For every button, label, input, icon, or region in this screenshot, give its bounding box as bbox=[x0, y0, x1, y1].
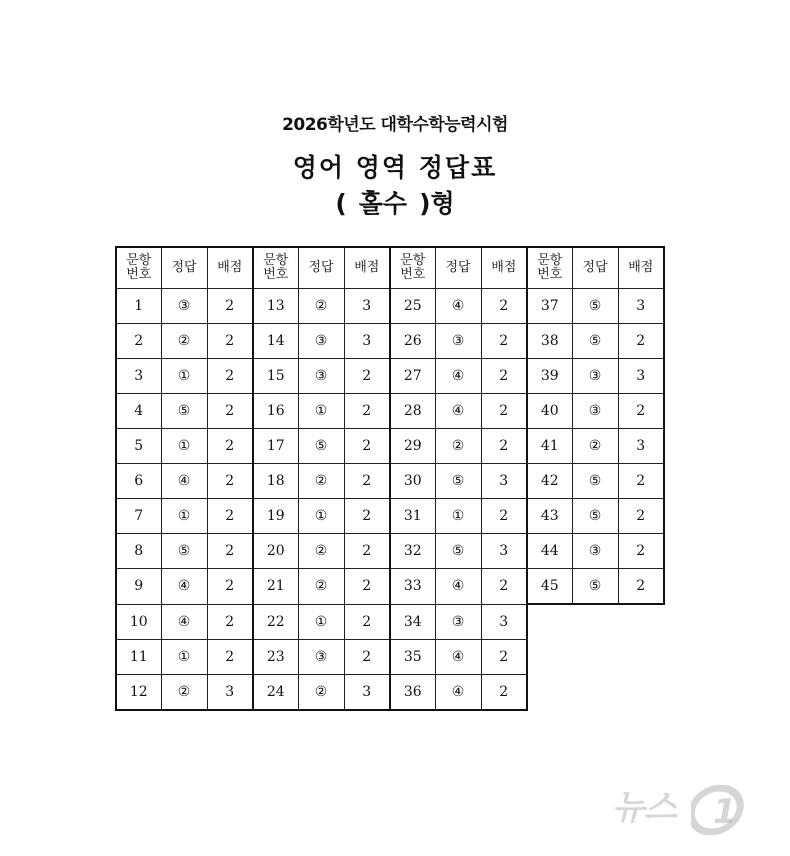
exam-type-name: 홀수 bbox=[358, 189, 408, 218]
column-header-answer: 정답 bbox=[572, 247, 618, 289]
points-value: 2 bbox=[344, 639, 390, 674]
points-value: 2 bbox=[344, 464, 390, 499]
points-value: 2 bbox=[618, 394, 664, 429]
question-number: 31 bbox=[390, 499, 435, 534]
news1-watermark bbox=[612, 780, 747, 835]
answer-choice: ④ bbox=[435, 289, 481, 324]
column-header-answer: 정답 bbox=[161, 247, 207, 289]
points-value: 2 bbox=[481, 359, 527, 394]
question-number: 29 bbox=[390, 429, 435, 464]
table-row bbox=[116, 464, 664, 499]
header-number-line2: 번호 bbox=[126, 267, 152, 282]
question-number: 39 bbox=[527, 359, 572, 394]
points-value: 3 bbox=[207, 674, 253, 710]
question-number: 2 bbox=[116, 324, 161, 359]
answer-choice: ① bbox=[435, 499, 481, 534]
question-number: 33 bbox=[390, 569, 435, 605]
points-value: 2 bbox=[618, 499, 664, 534]
question-number: 25 bbox=[390, 289, 435, 324]
points-value: 2 bbox=[207, 324, 253, 359]
answer-choice: ④ bbox=[161, 464, 207, 499]
answer-choice: ⑤ bbox=[572, 464, 618, 499]
points-value: 3 bbox=[618, 289, 664, 324]
empty-cell bbox=[618, 674, 664, 710]
question-number: 21 bbox=[253, 569, 298, 605]
table-row bbox=[116, 289, 664, 324]
answer-choice: ② bbox=[161, 674, 207, 710]
answer-choice: ② bbox=[298, 674, 344, 710]
column-header-points: 배점 bbox=[344, 247, 390, 289]
column-header-points: 배점 bbox=[481, 247, 527, 289]
question-number: 6 bbox=[116, 464, 161, 499]
answer-choice: ③ bbox=[298, 359, 344, 394]
empty-cell bbox=[527, 639, 572, 674]
column-header-points: 배점 bbox=[618, 247, 664, 289]
question-number: 43 bbox=[527, 499, 572, 534]
question-number: 36 bbox=[390, 674, 435, 710]
question-number: 44 bbox=[527, 534, 572, 569]
points-value: 2 bbox=[481, 324, 527, 359]
answer-key-title: 영어 영역 정답표 bbox=[292, 153, 498, 182]
table-row bbox=[116, 604, 664, 639]
question-number: 17 bbox=[253, 429, 298, 464]
points-value: 2 bbox=[207, 534, 253, 569]
empty-cell bbox=[572, 604, 618, 639]
answer-choice: ② bbox=[298, 534, 344, 569]
question-number: 10 bbox=[116, 604, 161, 639]
points-value: 2 bbox=[344, 429, 390, 464]
answer-choice: ① bbox=[298, 604, 344, 639]
column-header-number bbox=[253, 247, 298, 289]
svg-text:1: 1 bbox=[712, 791, 736, 832]
points-value: 3 bbox=[481, 464, 527, 499]
answer-choice: ⑤ bbox=[161, 394, 207, 429]
question-number: 30 bbox=[390, 464, 435, 499]
header-number-line1: 문항 bbox=[263, 253, 289, 268]
question-number: 35 bbox=[390, 639, 435, 674]
table-row bbox=[116, 429, 664, 464]
question-number: 32 bbox=[390, 534, 435, 569]
points-value: 3 bbox=[344, 289, 390, 324]
header-number-line2: 번호 bbox=[263, 267, 289, 282]
points-value: 3 bbox=[344, 674, 390, 710]
answer-choice: ① bbox=[161, 499, 207, 534]
answer-choice: ③ bbox=[572, 534, 618, 569]
points-value: 2 bbox=[481, 289, 527, 324]
table-row bbox=[116, 324, 664, 359]
empty-cell bbox=[527, 674, 572, 710]
points-value: 3 bbox=[481, 604, 527, 639]
empty-cell bbox=[572, 674, 618, 710]
answer-choice: ⑤ bbox=[572, 324, 618, 359]
answer-choice: ② bbox=[435, 429, 481, 464]
points-value: 2 bbox=[207, 394, 253, 429]
question-number: 3 bbox=[116, 359, 161, 394]
points-value: 2 bbox=[481, 499, 527, 534]
points-value: 3 bbox=[344, 324, 390, 359]
points-value: 2 bbox=[207, 464, 253, 499]
question-number: 37 bbox=[527, 289, 572, 324]
question-number: 12 bbox=[116, 674, 161, 710]
empty-cell bbox=[618, 639, 664, 674]
points-value: 2 bbox=[207, 289, 253, 324]
answer-choice: ⑤ bbox=[161, 534, 207, 569]
points-value: 2 bbox=[344, 499, 390, 534]
answer-choice: ⑤ bbox=[435, 534, 481, 569]
points-value: 2 bbox=[481, 674, 527, 710]
exam-type bbox=[0, 184, 790, 220]
points-value: 2 bbox=[481, 639, 527, 674]
answer-choice: ③ bbox=[161, 289, 207, 324]
empty-cell bbox=[572, 639, 618, 674]
points-value: 2 bbox=[481, 394, 527, 429]
points-value: 2 bbox=[344, 394, 390, 429]
answer-choice: ③ bbox=[572, 394, 618, 429]
question-number: 18 bbox=[253, 464, 298, 499]
points-value: 2 bbox=[207, 359, 253, 394]
question-number: 24 bbox=[253, 674, 298, 710]
points-value: 2 bbox=[344, 604, 390, 639]
answer-choice: ④ bbox=[161, 569, 207, 605]
points-value: 2 bbox=[344, 534, 390, 569]
question-number: 14 bbox=[253, 324, 298, 359]
answer-choice: ③ bbox=[298, 639, 344, 674]
answer-choice: ④ bbox=[435, 394, 481, 429]
answer-choice: ③ bbox=[435, 604, 481, 639]
points-value: 2 bbox=[481, 569, 527, 605]
question-number: 16 bbox=[253, 394, 298, 429]
column-header-number bbox=[390, 247, 435, 289]
answer-choice: ④ bbox=[435, 674, 481, 710]
points-value: 3 bbox=[618, 359, 664, 394]
table-row bbox=[116, 569, 664, 605]
table-row bbox=[116, 499, 664, 534]
exam-subtitle: 2026학년도 대학수학능력시험 bbox=[282, 115, 508, 135]
answer-choice: ④ bbox=[161, 604, 207, 639]
answer-choice: ② bbox=[298, 569, 344, 605]
column-header-number bbox=[527, 247, 572, 289]
points-value: 2 bbox=[344, 359, 390, 394]
question-number: 9 bbox=[116, 569, 161, 605]
points-value: 2 bbox=[618, 464, 664, 499]
question-number: 40 bbox=[527, 394, 572, 429]
points-value: 2 bbox=[207, 604, 253, 639]
question-number: 34 bbox=[390, 604, 435, 639]
watermark-text: 뉴스 bbox=[612, 788, 676, 828]
answer-choice: ② bbox=[298, 464, 344, 499]
points-value: 2 bbox=[207, 569, 253, 605]
question-number: 45 bbox=[527, 569, 572, 605]
answer-choice: ③ bbox=[572, 359, 618, 394]
points-value: 2 bbox=[481, 429, 527, 464]
answer-table bbox=[115, 246, 665, 711]
answer-choice: ① bbox=[298, 499, 344, 534]
question-number: 1 bbox=[116, 289, 161, 324]
points-value: 2 bbox=[207, 429, 253, 464]
table-row bbox=[116, 359, 664, 394]
answer-choice: ② bbox=[572, 429, 618, 464]
question-number: 23 bbox=[253, 639, 298, 674]
header-number-line1: 문항 bbox=[126, 253, 152, 268]
answer-choice: ⑤ bbox=[572, 499, 618, 534]
column-header-points: 배점 bbox=[207, 247, 253, 289]
question-number: 28 bbox=[390, 394, 435, 429]
table-row bbox=[116, 639, 664, 674]
points-value: 3 bbox=[618, 429, 664, 464]
question-number: 27 bbox=[390, 359, 435, 394]
answer-choice: ④ bbox=[435, 359, 481, 394]
exam-type-close: )형 bbox=[419, 189, 455, 218]
points-value: 2 bbox=[618, 324, 664, 359]
question-number: 38 bbox=[527, 324, 572, 359]
question-number: 8 bbox=[116, 534, 161, 569]
table-header-row bbox=[116, 247, 664, 289]
news1-logo-icon bbox=[691, 785, 747, 835]
column-header-answer: 정답 bbox=[435, 247, 481, 289]
question-number: 42 bbox=[527, 464, 572, 499]
question-number: 11 bbox=[116, 639, 161, 674]
answer-choice: ④ bbox=[435, 639, 481, 674]
answer-choice: ① bbox=[161, 429, 207, 464]
points-value: 3 bbox=[481, 534, 527, 569]
points-value: 2 bbox=[618, 569, 664, 605]
question-number: 4 bbox=[116, 394, 161, 429]
points-value: 2 bbox=[618, 534, 664, 569]
question-number: 26 bbox=[390, 324, 435, 359]
answer-choice: ⑤ bbox=[435, 464, 481, 499]
empty-cell bbox=[527, 604, 572, 639]
answer-choice: ① bbox=[161, 359, 207, 394]
question-number: 5 bbox=[116, 429, 161, 464]
header-number-line1: 문항 bbox=[537, 253, 563, 268]
question-number: 20 bbox=[253, 534, 298, 569]
points-value: 2 bbox=[207, 639, 253, 674]
header-number-line2: 번호 bbox=[400, 267, 426, 282]
table-row bbox=[116, 534, 664, 569]
question-number: 41 bbox=[527, 429, 572, 464]
answer-choice: ① bbox=[298, 394, 344, 429]
answer-choice: ② bbox=[161, 324, 207, 359]
empty-cell bbox=[618, 604, 664, 639]
answer-choice: ⑤ bbox=[298, 429, 344, 464]
header-number-line1: 문항 bbox=[400, 253, 426, 268]
answer-choice: ② bbox=[298, 289, 344, 324]
points-value: 2 bbox=[344, 569, 390, 605]
table-row bbox=[116, 394, 664, 429]
exam-type-open: ( bbox=[335, 189, 347, 218]
table-row bbox=[116, 674, 664, 710]
answer-choice: ① bbox=[161, 639, 207, 674]
answer-choice: ③ bbox=[435, 324, 481, 359]
question-number: 19 bbox=[253, 499, 298, 534]
question-number: 22 bbox=[253, 604, 298, 639]
question-number: 15 bbox=[253, 359, 298, 394]
question-number: 13 bbox=[253, 289, 298, 324]
header-number-line2: 번호 bbox=[537, 267, 563, 282]
column-header-number bbox=[116, 247, 161, 289]
answer-choice: ④ bbox=[435, 569, 481, 605]
answer-choice: ⑤ bbox=[572, 569, 618, 605]
column-header-answer: 정답 bbox=[298, 247, 344, 289]
question-number: 7 bbox=[116, 499, 161, 534]
points-value: 2 bbox=[207, 499, 253, 534]
answer-choice: ③ bbox=[298, 324, 344, 359]
answer-choice: ⑤ bbox=[572, 289, 618, 324]
